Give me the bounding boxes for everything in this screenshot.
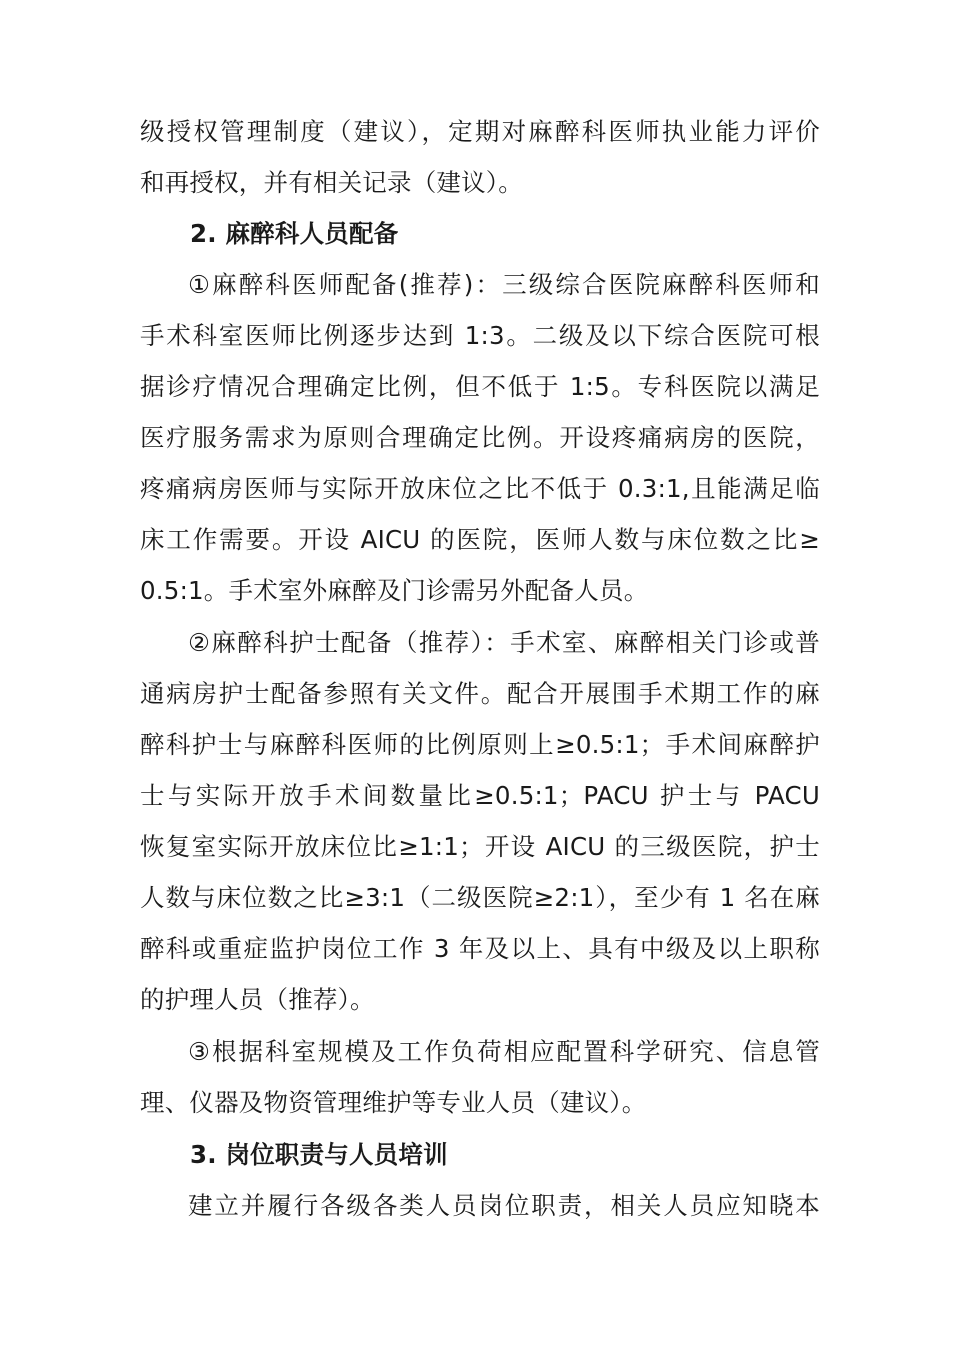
paragraph-line: 医疗服务需求为原则合理确定比例。开设疼痛病房的医院， xyxy=(140,423,820,452)
paragraph-line: 和再授权，并有相关记录（建议）。 xyxy=(140,168,523,197)
section-heading: 2. 麻醉科人员配备 xyxy=(190,219,399,248)
paragraph-line: 恢复室实际开放床位比≥1:1；开设 AICU 的三级医院，护士 xyxy=(140,832,820,861)
paragraph-line: 醉科或重症监护岗位工作 3 年及以上、具有中级及以上职称 xyxy=(140,934,820,963)
paragraph-line: 疼痛病房医师与实际开放床位之比不低于 0.3:1,且能满足临 xyxy=(140,474,820,503)
paragraph-line: 0.5:1。手术室外麻醉及门诊需另外配备人员。 xyxy=(140,576,649,605)
paragraph-line: ①麻醉科医师配备(推荐)：三级综合医院麻醉科医师和 xyxy=(188,270,820,299)
paragraph-line: ②麻醉科护士配备（推荐）：手术室、麻醉相关门诊或普 xyxy=(188,628,820,657)
paragraph-line: 士与实际开放手术间数量比≥0.5:1；PACU 护士与 PACU xyxy=(140,781,820,810)
paragraph-line: 理、仪器及物资管理维护等专业人员（建议）。 xyxy=(140,1088,647,1117)
paragraph-line: 建立并履行各级各类人员岗位职责，相关人员应知晓本 xyxy=(188,1191,820,1220)
paragraph-line: 据诊疗情况合理确定比例，但不低于 1:5。专科医院以满足 xyxy=(140,372,820,401)
paragraph-line: 通病房护士配备参照有关文件。配合开展围手术期工作的麻 xyxy=(140,679,820,708)
paragraph-line: 床工作需要。开设 AICU 的医院，医师人数与床位数之比≥ xyxy=(140,525,820,554)
section-heading: 3. 岗位职责与人员培训 xyxy=(190,1140,448,1169)
paragraph-line: 手术科室医师比例逐步达到 1:3。二级及以下综合医院可根 xyxy=(140,321,820,350)
paragraph-line: 醉科护士与麻醉科医师的比例原则上≥0.5:1；手术间麻醉护 xyxy=(140,730,820,759)
paragraph-line: 人数与床位数之比≥3:1（二级医院≥2:1），至少有 1 名在麻 xyxy=(140,883,820,912)
paragraph-line: ③根据科室规模及工作负荷相应配置科学研究、信息管 xyxy=(188,1037,820,1066)
paragraph-line: 级授权管理制度（建议），定期对麻醉科医师执业能力评价 xyxy=(140,117,820,146)
paragraph-line: 的护理人员（推荐）。 xyxy=(140,985,375,1014)
